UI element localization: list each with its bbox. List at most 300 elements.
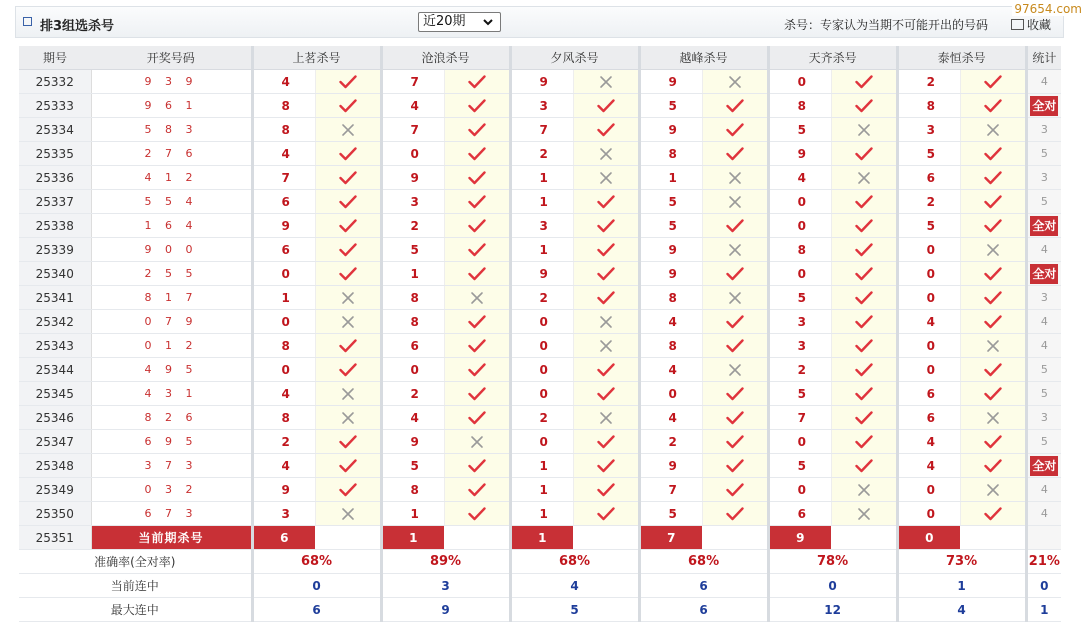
check-icon <box>984 147 1002 161</box>
result-cell <box>444 166 510 190</box>
kill-number-cell: 7 <box>381 70 444 94</box>
kill-number-cell: 9 <box>510 70 573 94</box>
draw-cell: 2 5 5 <box>91 262 252 286</box>
kill-number-cell: 7 <box>510 118 573 142</box>
kill-number-cell: 8 <box>768 238 831 262</box>
kill-number-cell: 0 <box>768 190 831 214</box>
cross-icon <box>341 411 355 425</box>
cross-icon <box>986 243 1000 257</box>
period-select[interactable] <box>418 12 501 32</box>
all-correct-badge: 全对 <box>1030 264 1058 284</box>
footer-value: 1 <box>897 574 1026 598</box>
result-cell <box>831 214 897 238</box>
check-icon <box>597 219 615 233</box>
check-icon <box>855 219 873 233</box>
kill-number-cell: 8 <box>252 118 315 142</box>
check-icon <box>984 363 1002 377</box>
cross-icon <box>599 339 613 353</box>
result-cell <box>702 214 768 238</box>
result-cell <box>960 382 1026 406</box>
issue-cell: 25350 <box>19 502 91 526</box>
kill-number-cell: 9 <box>639 238 702 262</box>
check-icon <box>726 387 744 401</box>
footer-value: 68% <box>510 550 639 574</box>
result-cell <box>315 118 381 142</box>
stat-cell: 3 <box>1026 166 1061 190</box>
kill-number-cell: 5 <box>639 214 702 238</box>
draw-cell: 4 9 5 <box>91 358 252 382</box>
result-cell <box>315 94 381 118</box>
issue-cell: 25332 <box>19 70 91 94</box>
col-expert-5: 天齐杀号 <box>768 46 897 70</box>
all-correct-badge: 全对 <box>1030 216 1058 236</box>
result-cell <box>831 310 897 334</box>
footer-value: 4 <box>510 574 639 598</box>
kill-number-cell: 1 <box>510 190 573 214</box>
check-icon <box>468 147 486 161</box>
result-cell <box>444 94 510 118</box>
draw-cell: 8 1 7 <box>91 286 252 310</box>
result-cell <box>315 478 381 502</box>
current-pick: 9 <box>768 526 831 550</box>
kill-number-cell: 4 <box>639 310 702 334</box>
result-cell <box>315 214 381 238</box>
footer-value: 68% <box>639 550 768 574</box>
kill-number-cell: 9 <box>639 454 702 478</box>
footer-value: 68% <box>252 550 381 574</box>
check-icon <box>726 483 744 497</box>
kill-number-cell: 3 <box>897 118 960 142</box>
result-cell <box>315 238 381 262</box>
footer-stat: 21% <box>1026 550 1061 574</box>
stat-cell: 5 <box>1026 358 1061 382</box>
result-cell <box>702 406 768 430</box>
kill-number-cell: 1 <box>252 286 315 310</box>
result-cell <box>960 262 1026 286</box>
check-icon <box>726 123 744 137</box>
table-row <box>19 94 1061 118</box>
result-cell <box>315 286 381 310</box>
current-row <box>19 526 1061 550</box>
result-cell <box>831 190 897 214</box>
check-icon <box>597 267 615 281</box>
result-cell <box>573 502 639 526</box>
footer-value: 6 <box>639 574 768 598</box>
kill-number-cell: 0 <box>768 214 831 238</box>
footer-value: 6 <box>252 598 381 622</box>
check-icon <box>468 483 486 497</box>
current-stat-blank <box>1026 526 1061 550</box>
kill-number-cell: 9 <box>252 214 315 238</box>
result-cell <box>315 70 381 94</box>
result-cell <box>960 310 1026 334</box>
result-cell <box>315 190 381 214</box>
cross-icon <box>470 435 484 449</box>
result-cell <box>315 334 381 358</box>
kill-number-cell: 8 <box>252 94 315 118</box>
result-cell <box>960 358 1026 382</box>
table-row <box>19 454 1061 478</box>
result-cell <box>831 118 897 142</box>
result-cell <box>702 502 768 526</box>
draw-cell: 0 3 2 <box>91 478 252 502</box>
check-icon <box>597 195 615 209</box>
check-icon <box>984 267 1002 281</box>
kill-number-cell: 0 <box>768 70 831 94</box>
cross-icon <box>728 243 742 257</box>
stat-cell: 4 <box>1026 478 1061 502</box>
result-cell <box>831 406 897 430</box>
footer-value: 4 <box>897 598 1026 622</box>
check-icon <box>855 243 873 257</box>
result-cell <box>960 406 1026 430</box>
stat-cell: 5 <box>1026 190 1061 214</box>
kill-number-cell: 9 <box>510 262 573 286</box>
check-icon <box>855 435 873 449</box>
kill-number-cell: 0 <box>897 502 960 526</box>
kill-number-cell: 3 <box>510 214 573 238</box>
result-cell <box>960 142 1026 166</box>
kill-number-cell: 0 <box>897 334 960 358</box>
issue-cell: 25340 <box>19 262 91 286</box>
check-icon <box>597 483 615 497</box>
cross-icon <box>341 387 355 401</box>
check-icon <box>468 99 486 113</box>
issue-cell: 25345 <box>19 382 91 406</box>
result-cell <box>702 166 768 190</box>
stat-cell: 3 <box>1026 118 1061 142</box>
kill-number-cell: 2 <box>768 358 831 382</box>
stat-cell: 4 <box>1026 334 1061 358</box>
footer-value: 3 <box>381 574 510 598</box>
result-cell <box>831 502 897 526</box>
kill-number-cell: 4 <box>897 430 960 454</box>
draw-cell: 1 6 4 <box>91 214 252 238</box>
check-icon <box>855 411 873 425</box>
check-icon <box>726 147 744 161</box>
result-cell <box>573 286 639 310</box>
kill-number-cell: 0 <box>252 262 315 286</box>
kill-number-cell: 3 <box>510 94 573 118</box>
favorite-icon <box>1011 19 1024 30</box>
result-cell <box>315 142 381 166</box>
result-cell <box>831 358 897 382</box>
result-cell <box>444 406 510 430</box>
kill-number-cell: 3 <box>381 190 444 214</box>
check-icon <box>726 507 744 521</box>
draw-cell: 9 0 0 <box>91 238 252 262</box>
kill-number-cell: 0 <box>252 310 315 334</box>
check-icon <box>726 267 744 281</box>
draw-cell: 6 7 3 <box>91 502 252 526</box>
result-cell <box>960 214 1026 238</box>
check-icon <box>855 195 873 209</box>
kill-number-cell: 0 <box>639 382 702 406</box>
stat-cell: 4 <box>1026 238 1061 262</box>
check-icon <box>984 315 1002 329</box>
check-icon <box>726 459 744 473</box>
result-cell <box>444 214 510 238</box>
kill-number-cell: 7 <box>252 166 315 190</box>
table-row <box>19 190 1061 214</box>
result-cell <box>444 70 510 94</box>
result-cell <box>831 142 897 166</box>
kill-number-cell: 9 <box>252 478 315 502</box>
kill-number-cell: 1 <box>381 262 444 286</box>
table-row <box>19 118 1061 142</box>
col-expert-6: 泰恒杀号 <box>897 46 1026 70</box>
result-cell <box>702 478 768 502</box>
check-icon <box>339 459 357 473</box>
result-cell <box>702 382 768 406</box>
cross-icon <box>470 291 484 305</box>
footer-value: 9 <box>381 598 510 622</box>
current-pick: 1 <box>510 526 573 550</box>
favorite-button[interactable] <box>1011 16 1051 33</box>
check-icon <box>855 147 873 161</box>
check-icon <box>468 387 486 401</box>
issue-cell: 25334 <box>19 118 91 142</box>
kill-number-cell: 5 <box>639 94 702 118</box>
stat-cell: 5 <box>1026 430 1061 454</box>
kill-number-cell: 4 <box>252 454 315 478</box>
result-cell <box>573 118 639 142</box>
check-icon <box>339 243 357 257</box>
table-row <box>19 358 1061 382</box>
result-cell <box>960 286 1026 310</box>
issue-cell: 25339 <box>19 238 91 262</box>
kill-number-cell: 0 <box>510 358 573 382</box>
favorite-label: 收藏 <box>1027 18 1052 32</box>
kill-number-cell: 7 <box>639 478 702 502</box>
cross-icon <box>857 171 871 185</box>
draw-cell: 0 1 2 <box>91 334 252 358</box>
footer-value: 6 <box>639 598 768 622</box>
check-icon <box>984 435 1002 449</box>
table-row <box>19 214 1061 238</box>
check-icon <box>339 219 357 233</box>
result-cell <box>444 430 510 454</box>
result-cell <box>960 70 1026 94</box>
result-cell <box>573 70 639 94</box>
result-cell <box>315 358 381 382</box>
kill-number-cell: 6 <box>897 406 960 430</box>
footer-value: 78% <box>768 550 897 574</box>
kill-number-cell: 8 <box>897 94 960 118</box>
result-cell <box>444 358 510 382</box>
stat-cell <box>1026 94 1061 118</box>
kill-number-cell: 4 <box>381 94 444 118</box>
result-cell <box>315 406 381 430</box>
check-icon <box>339 99 357 113</box>
check-icon <box>984 507 1002 521</box>
check-icon <box>339 483 357 497</box>
kill-number-cell: 5 <box>768 118 831 142</box>
footer-stat: 1 <box>1026 598 1061 622</box>
col-expert-4: 越峰杀号 <box>639 46 768 70</box>
kill-number-cell: 7 <box>381 118 444 142</box>
square-icon <box>23 17 32 26</box>
check-icon <box>726 411 744 425</box>
result-cell <box>831 478 897 502</box>
kill-number-cell: 4 <box>768 166 831 190</box>
check-icon <box>855 267 873 281</box>
kill-number-cell: 1 <box>510 502 573 526</box>
cross-icon <box>728 291 742 305</box>
kill-number-cell: 1 <box>381 502 444 526</box>
draw-cell: 2 7 6 <box>91 142 252 166</box>
result-cell <box>444 310 510 334</box>
kill-number-cell: 2 <box>897 190 960 214</box>
result-cell <box>831 382 897 406</box>
kill-number-cell: 7 <box>768 406 831 430</box>
result-cell <box>573 334 639 358</box>
all-correct-badge: 全对 <box>1030 456 1058 476</box>
result-cell <box>444 454 510 478</box>
result-cell <box>831 70 897 94</box>
kill-number-cell: 4 <box>897 310 960 334</box>
table-row <box>19 142 1061 166</box>
col-issue: 期号 <box>19 46 91 70</box>
stat-cell: 5 <box>1026 382 1061 406</box>
kill-number-cell: 1 <box>510 238 573 262</box>
result-cell <box>444 238 510 262</box>
check-icon <box>597 435 615 449</box>
kill-number-cell: 2 <box>510 406 573 430</box>
watermark: 97654.com <box>1014 2 1082 16</box>
issue-cell: 25349 <box>19 478 91 502</box>
kill-number-cell: 8 <box>639 286 702 310</box>
table-row <box>19 262 1061 286</box>
kill-number-cell: 8 <box>252 334 315 358</box>
check-icon <box>339 171 357 185</box>
check-icon <box>468 75 486 89</box>
result-cell <box>573 94 639 118</box>
kill-number-tip: 杀号：专家认为当期不可能开出的号码 <box>784 18 989 32</box>
table-row <box>19 502 1061 526</box>
issue-cell: 25348 <box>19 454 91 478</box>
draw-cell: 8 2 6 <box>91 406 252 430</box>
result-cell <box>573 238 639 262</box>
draw-cell: 9 6 1 <box>91 94 252 118</box>
col-draw: 开奖号码 <box>91 46 252 70</box>
result-cell <box>444 262 510 286</box>
check-icon <box>855 75 873 89</box>
kill-number-cell: 8 <box>768 94 831 118</box>
issue-cell: 25343 <box>19 334 91 358</box>
check-icon <box>597 99 615 113</box>
check-icon <box>597 387 615 401</box>
footer-stat: 0 <box>1026 574 1061 598</box>
issue-cell: 25346 <box>19 406 91 430</box>
cross-icon <box>341 507 355 521</box>
current-pick-blank <box>444 526 510 550</box>
kill-number-cell: 4 <box>897 454 960 478</box>
result-cell <box>444 190 510 214</box>
kill-number-cell: 2 <box>510 142 573 166</box>
cross-icon <box>857 123 871 137</box>
kill-number-cell: 1 <box>510 478 573 502</box>
footer-label: 准确率(全对率) <box>19 550 252 574</box>
table-row <box>19 238 1061 262</box>
kill-number-cell: 3 <box>768 334 831 358</box>
stat-cell: 4 <box>1026 70 1061 94</box>
result-cell <box>573 382 639 406</box>
current-pick: 0 <box>897 526 960 550</box>
result-cell <box>702 190 768 214</box>
check-icon <box>468 219 486 233</box>
cross-icon <box>599 147 613 161</box>
table-row <box>19 286 1061 310</box>
result-cell <box>444 142 510 166</box>
result-cell <box>315 310 381 334</box>
result-cell <box>315 502 381 526</box>
check-icon <box>468 195 486 209</box>
result-cell <box>444 502 510 526</box>
check-icon <box>855 291 873 305</box>
kill-number-cell: 3 <box>252 502 315 526</box>
check-icon <box>339 267 357 281</box>
result-cell <box>960 334 1026 358</box>
stat-cell: 3 <box>1026 406 1061 430</box>
result-cell <box>960 430 1026 454</box>
chevron-down-icon <box>482 16 494 28</box>
kill-number-cell: 9 <box>639 70 702 94</box>
period-select-value: 近20期 <box>423 14 466 29</box>
check-icon <box>984 171 1002 185</box>
table-row <box>19 478 1061 502</box>
check-icon <box>339 195 357 209</box>
col-expert-1: 上茗杀号 <box>252 46 381 70</box>
cross-icon <box>986 483 1000 497</box>
result-cell <box>831 166 897 190</box>
draw-cell: 3 7 3 <box>91 454 252 478</box>
kill-number-cell: 8 <box>639 334 702 358</box>
kill-number-cell: 0 <box>381 358 444 382</box>
kill-number-cell: 0 <box>510 382 573 406</box>
result-cell <box>702 70 768 94</box>
cross-icon <box>986 339 1000 353</box>
cross-icon <box>857 507 871 521</box>
kill-number-cell: 4 <box>639 406 702 430</box>
kill-number-cell: 6 <box>897 166 960 190</box>
draw-cell: 0 7 9 <box>91 310 252 334</box>
result-cell <box>960 454 1026 478</box>
current-pick: 7 <box>639 526 702 550</box>
table-row <box>19 70 1061 94</box>
kill-number-cell: 4 <box>252 142 315 166</box>
check-icon <box>855 339 873 353</box>
result-cell <box>831 430 897 454</box>
footer-value: 89% <box>381 550 510 574</box>
issue-cell: 25347 <box>19 430 91 454</box>
check-icon <box>984 219 1002 233</box>
issue-cell: 25341 <box>19 286 91 310</box>
check-icon <box>855 459 873 473</box>
check-icon <box>339 339 357 353</box>
result-cell <box>831 286 897 310</box>
cross-icon <box>341 315 355 329</box>
kill-number-cell: 3 <box>768 310 831 334</box>
kill-number-cell: 5 <box>381 238 444 262</box>
result-cell <box>573 454 639 478</box>
current-pick-blank <box>573 526 639 550</box>
kill-number-cell: 2 <box>510 286 573 310</box>
kill-number-cell: 8 <box>381 478 444 502</box>
check-icon <box>855 387 873 401</box>
header-row <box>19 46 1061 70</box>
result-cell <box>315 262 381 286</box>
